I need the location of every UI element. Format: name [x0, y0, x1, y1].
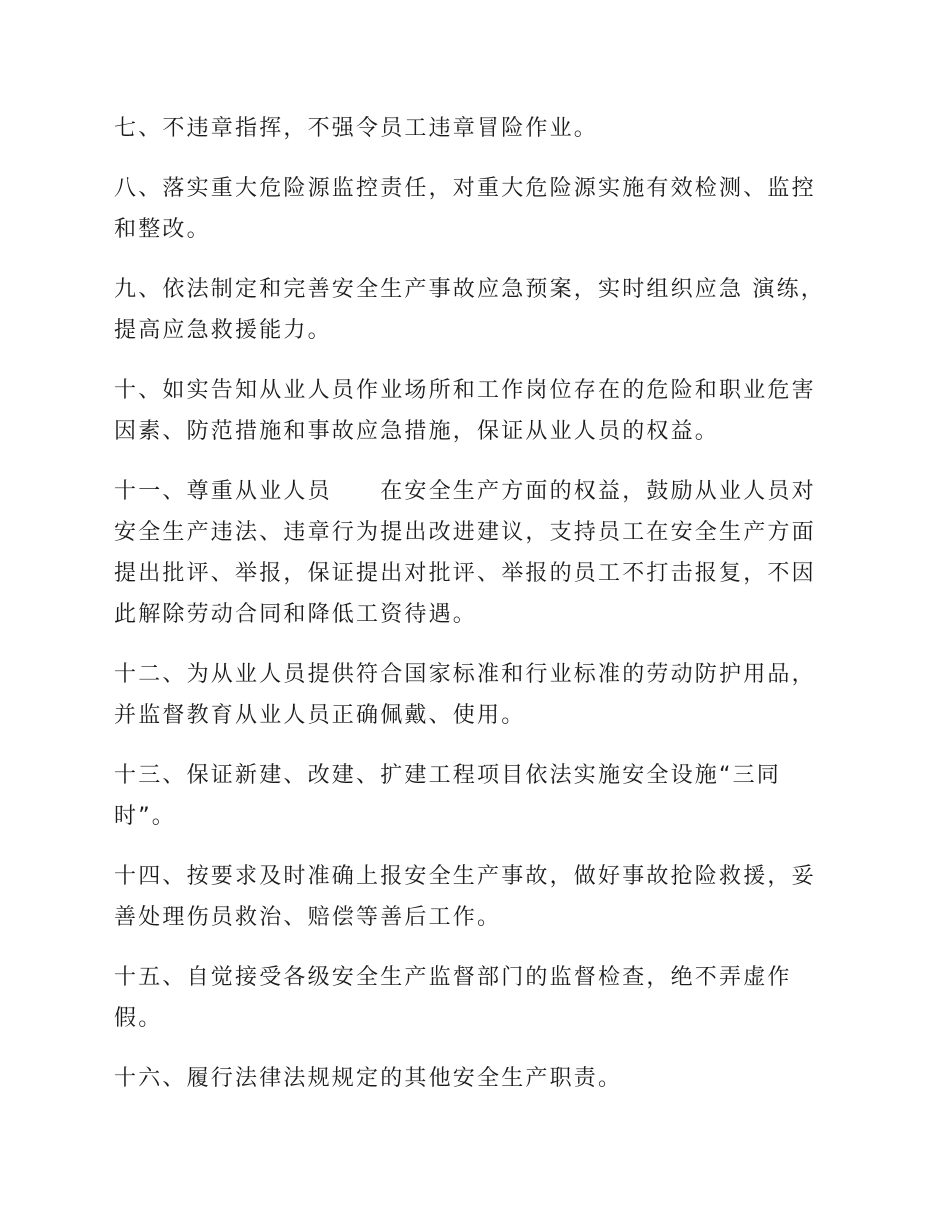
paragraph-item-15: 十五、自觉接受各级安全生产监督部门的监督检查，绝不弄虚作假。: [114, 965, 792, 1031]
paragraph-item-8: 八、落实重大危险源监控责任，对重大危险源实施有效检测、监控和整改。: [114, 176, 816, 242]
paragraph-item-10: 十、如实告知从业人员作业场所和工作岗位存在的危险和职业危害因素、防范措施和事故应急措施，保证从业人员的权益。: [114, 378, 816, 444]
paragraph-item-14: 十四、按要求及时准确上报安全生产事故，做好事故抢险救援，妥善处理伤员救治、赔偿等善后工作。: [114, 864, 816, 930]
paragraph-item-16: 十六、履行法律法规规定的其他安全生产职责。: [114, 1066, 623, 1091]
paragraph-item-9: 九、依法制定和完善安全生产事故应急预案，实时组织应急 演练，提高应急救援能力。: [114, 277, 825, 343]
paragraph-item-11: 十一、尊重从业人员 在安全生产方面的权益，鼓励从业人员对安全生产违法、违章行为提出改进建议，支持员工在安全生产方面提出批评、举报，保证提出对批评、举报的员工不打击报复，不因此解除劳动合同和降低工资待遇。: [114, 479, 816, 627]
paragraph-item-13: 十三、保证新建、改建、扩建工程项目依法实施安全设施“三同时”。: [114, 763, 781, 829]
paragraph-item-12: 十二、为从业人员提供符合国家标准和行业标准的劳动防护用品，并监督教育从业人员正确佩戴、使用。: [114, 662, 816, 728]
document-body: [114, 108, 836, 1099]
paragraph-item-7: 七、不违章指挥，不强令员工违章冒险作业。: [114, 116, 599, 141]
